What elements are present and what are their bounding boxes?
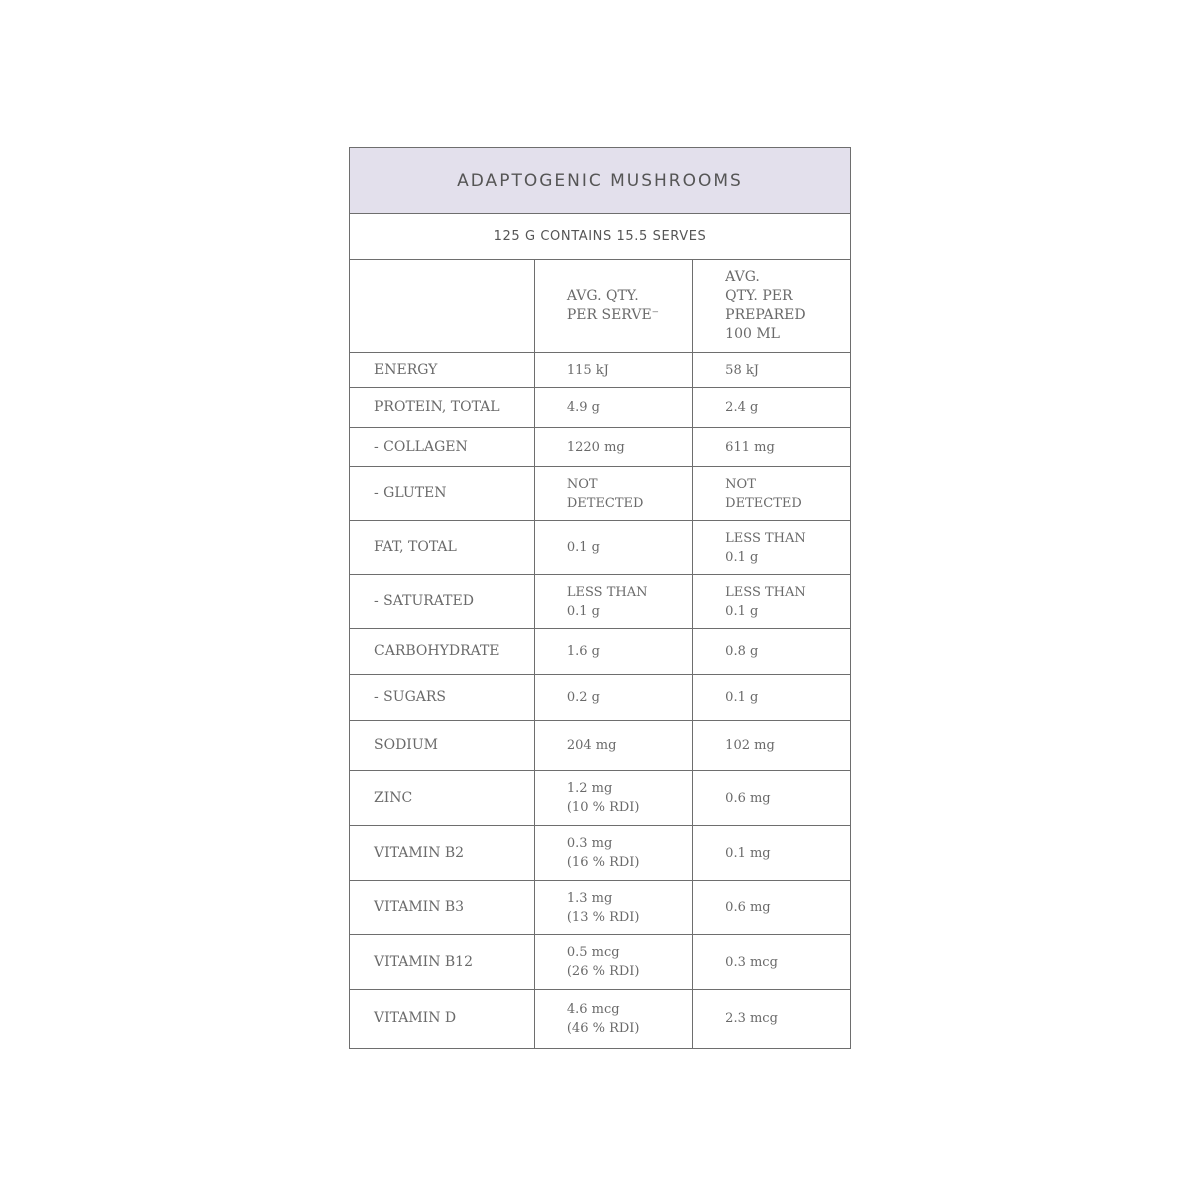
per-100ml-value	[693, 881, 850, 935]
value-line: 1.3 mg	[566, 890, 613, 906]
value-line: 0.5 mcg	[566, 945, 620, 960]
value-line: 0.3 mg	[566, 836, 613, 851]
per-100ml-value	[693, 675, 850, 721]
value-line: 0.1 g	[725, 603, 759, 619]
nutrient-name: PROTEIN, TOTAL	[350, 388, 534, 428]
per-serve-value	[534, 826, 692, 881]
nutrient-name: ZINC	[350, 771, 534, 826]
table-row	[350, 721, 850, 771]
value-line: 0.1 g	[566, 540, 600, 555]
header-line: PER SERVE⁻	[566, 307, 660, 323]
per-serve-value	[534, 575, 692, 629]
nutrient-name: CARBOHYDRATE	[350, 629, 534, 675]
table-row	[350, 771, 850, 826]
value-line: 0.2 g	[566, 690, 600, 705]
value-line: 0.1 g	[725, 690, 759, 705]
value-line: NOT	[566, 476, 598, 492]
value-line: 4.6 mcg	[566, 1001, 620, 1017]
header-nutrient	[350, 260, 534, 353]
value-line: 0.6 mg	[725, 900, 771, 915]
value-line: (26 % RDI)	[566, 964, 640, 979]
table-row	[350, 629, 850, 675]
value-line: 115 kJ	[566, 362, 609, 378]
table-row	[350, 467, 850, 521]
per-100ml-value	[693, 629, 850, 675]
table-row	[350, 826, 850, 881]
header-line: 100 ML	[725, 326, 780, 342]
value-line: LESS THAN	[566, 584, 648, 600]
per-100ml-value	[693, 575, 850, 629]
per-serve-value	[534, 388, 692, 428]
header-per-serve	[534, 260, 692, 353]
nutrient-name: VITAMIN D	[350, 990, 534, 1048]
table-row	[350, 388, 850, 428]
table-row	[350, 990, 850, 1048]
value-line: 1.6 g	[566, 644, 600, 659]
per-100ml-value	[693, 353, 850, 388]
value-line: 2.3 mcg	[725, 1011, 778, 1027]
value-line: 611 mg	[725, 439, 775, 455]
value-line: 1.2 mg	[566, 781, 613, 796]
nutrient-name: VITAMIN B3	[350, 881, 534, 935]
value-line: DETECTED	[725, 495, 802, 511]
panel-title: ADAPTOGENIC MUSHROOMS	[350, 148, 850, 214]
table-row	[350, 428, 850, 467]
per-100ml-value	[693, 826, 850, 881]
nutrient-name: - SUGARS	[350, 675, 534, 721]
per-serve-value	[534, 521, 692, 575]
nutrition-table	[350, 260, 850, 1048]
nutrient-name: - GLUTEN	[350, 467, 534, 521]
table-header-row	[350, 260, 850, 353]
value-line: 4.9 g	[566, 400, 600, 415]
nutrient-name: FAT, TOTAL	[350, 521, 534, 575]
value-line: 58 kJ	[725, 362, 759, 378]
value-line: 0.1 g	[725, 549, 759, 565]
value-line: LESS THAN	[725, 530, 806, 546]
value-line: LESS THAN	[725, 584, 806, 600]
table-row	[350, 521, 850, 575]
table-row	[350, 353, 850, 388]
table-row	[350, 935, 850, 990]
per-100ml-value	[693, 990, 850, 1048]
value-line: 0.6 mg	[725, 790, 771, 806]
table-row	[350, 675, 850, 721]
header-per-100ml	[693, 260, 850, 353]
per-serve-value	[534, 721, 692, 771]
value-line: 0.1 g	[566, 603, 600, 619]
per-serve-value	[534, 353, 692, 388]
nutrition-rows	[350, 353, 850, 1048]
header-line: AVG.	[725, 269, 760, 285]
per-serve-value	[534, 629, 692, 675]
per-serve-value	[534, 675, 692, 721]
per-serve-value	[534, 990, 692, 1048]
value-line: 0.8 g	[725, 644, 759, 659]
nutrition-panel	[349, 147, 851, 1049]
per-100ml-value	[693, 935, 850, 990]
serving-info: 125 G CONTAINS 15.5 SERVES	[350, 214, 850, 260]
nutrient-name: VITAMIN B2	[350, 826, 534, 881]
per-100ml-value	[693, 721, 850, 771]
per-serve-value	[534, 467, 692, 521]
per-serve-value	[534, 771, 692, 826]
value-line: 0.1 mg	[725, 845, 771, 861]
value-line: (10 % RDI)	[566, 800, 640, 815]
per-100ml-value	[693, 771, 850, 826]
per-100ml-value	[693, 467, 850, 521]
header-line: QTY. PER	[725, 288, 793, 304]
value-line: NOT	[725, 476, 756, 492]
value-line: (46 % RDI)	[566, 1020, 640, 1036]
nutrient-name: ENERGY	[350, 353, 534, 388]
table-row	[350, 881, 850, 935]
value-line: (13 % RDI)	[566, 909, 640, 925]
per-serve-value	[534, 881, 692, 935]
table-row	[350, 575, 850, 629]
per-100ml-value	[693, 428, 850, 467]
header-line: PREPARED	[725, 307, 806, 323]
nutrient-name: - COLLAGEN	[350, 428, 534, 467]
per-serve-value	[534, 935, 692, 990]
nutrient-name: - SATURATED	[350, 575, 534, 629]
nutrient-name: SODIUM	[350, 721, 534, 771]
value-line: 102 mg	[725, 738, 775, 753]
value-line: 1220 mg	[566, 439, 625, 455]
value-line: 204 mg	[566, 738, 617, 753]
header-line: AVG. QTY.	[566, 288, 639, 304]
per-serve-value	[534, 428, 692, 467]
value-line: 2.4 g	[725, 400, 759, 415]
nutrient-name: VITAMIN B12	[350, 935, 534, 990]
value-line: 0.3 mcg	[725, 954, 778, 970]
per-100ml-value	[693, 388, 850, 428]
value-line: (16 % RDI)	[566, 855, 640, 870]
value-line: DETECTED	[566, 495, 644, 511]
per-100ml-value	[693, 521, 850, 575]
